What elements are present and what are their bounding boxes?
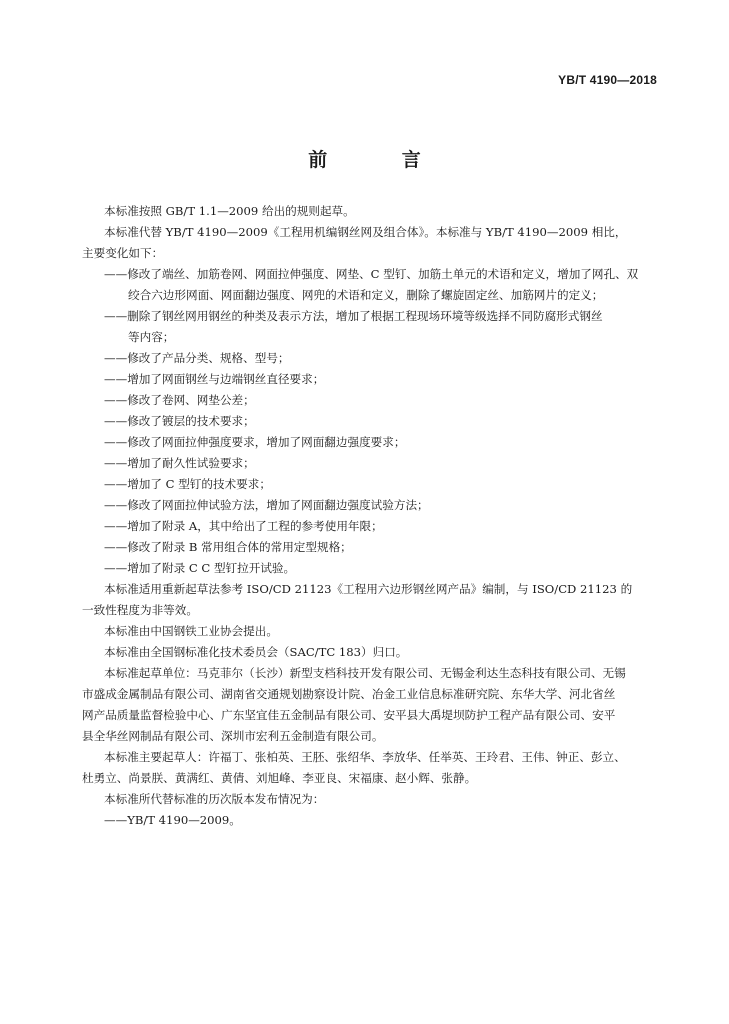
standard-code: YB/T 4190—2018 <box>558 73 657 87</box>
paragraph-iso-reference: 本标准适用重新起草法参考 ISO/CD 21123《工程用六边形钢丝网产品》编制，与 ISO/CD 21123 的 <box>104 582 633 596</box>
paragraph-drafting-units-cont: 网产品质量监督检验中心、广东坚宜佳五金制品有限公司、安平县大禹堤坝防护工程产品有限公司、安平 <box>82 708 616 722</box>
paragraph-basis: 本标准按照 GB/T 1.1—2009 给出的规则起草。 <box>104 204 355 218</box>
paragraph-replacement: 本标准代替 YB/T 4190—2009《工程用机编钢丝网及组合体》。本标准与 YB/T 4190—2009 相比， <box>104 225 627 239</box>
list-item: ——增加了附录 C C 型钉拉开试验。 <box>104 561 296 575</box>
paragraph-drafters: 本标准主要起草人：许福丁、张柏英、王胚、张绍华、李放华、任举英、王玲君、王伟、钟正、彭立、 <box>104 750 626 764</box>
paragraph-committee: 本标准由全国钢标准化技术委员会（SAC/TC 183）归口。 <box>104 645 408 659</box>
list-item: ——修改了附录 B 常用组合体的常用定型规格； <box>104 540 352 554</box>
list-item: ——修改了网面拉伸试验方法，增加了网面翻边强度试验方法； <box>104 498 429 512</box>
paragraph-history: 本标准所代替标准的历次版本发布情况为： <box>104 792 325 806</box>
page-title: 前 言 <box>308 149 455 171</box>
list-item: ——修改了网面拉伸强度要求，增加了网面翻边强度要求； <box>104 435 406 449</box>
paragraph-drafting-units-cont: 县全华丝网制品有限公司、深圳市宏利五金制造有限公司。 <box>82 729 384 743</box>
list-item: ——增加了 C 型钉的技术要求； <box>104 477 271 491</box>
list-item-cont: 等内容； <box>128 330 175 344</box>
paragraph-drafting-units: 本标准起草单位：马克菲尔（长沙）新型支档科技开发有限公司、无锡金利达生态科技有限公司、无锡 <box>104 666 626 680</box>
paragraph-replacement-cont: 主要变化如下： <box>82 246 164 260</box>
list-item: ——修改了镀层的技术要求； <box>104 414 255 428</box>
list-item: ——增加了附录 A，其中给出了工程的参考使用年限； <box>104 519 383 533</box>
paragraph-proposer: 本标准由中国钢铁工业协会提出。 <box>104 624 278 638</box>
paragraph-iso-reference-cont: 一致性程度为非等效。 <box>82 603 198 617</box>
history-item: ——YB/T 4190—2009。 <box>104 813 241 827</box>
list-item: ——增加了耐久性试验要求； <box>104 456 255 470</box>
list-item: ——修改了卷网、网垫公差； <box>104 393 255 407</box>
list-item: ——修改了端丝、加筋卷网、网面拉伸强度、网垫、C 型钉、加筋土单元的术语和定义，增加了网孔、双 <box>104 267 639 281</box>
foreword-body <box>82 201 660 831</box>
list-item-cont: 绞合六边形网面、网面翻边强度、网兜的术语和定义，删除了螺旋固定丝、加筋网片的定义； <box>128 288 604 302</box>
list-item: ——修改了产品分类、规格、型号； <box>104 351 290 365</box>
paragraph-drafting-units-cont: 市盛成金属制品有限公司、湖南省交通规划勘察设计院、冶金工业信息标准研究院、东华大学、河北省丝 <box>82 687 616 701</box>
list-item: ——删除了钢丝网用钢丝的种类及表示方法，增加了根据工程现场环境等级选择不同防腐形式钢丝 <box>104 309 603 323</box>
list-item: ——增加了网面钢丝与边端钢丝直径要求； <box>104 372 325 386</box>
paragraph-drafters-cont: 杜勇立、尚景朕、黄满红、黄倩、刘旭峰、李亚良、宋福康、赵小辉、张静。 <box>82 771 477 785</box>
